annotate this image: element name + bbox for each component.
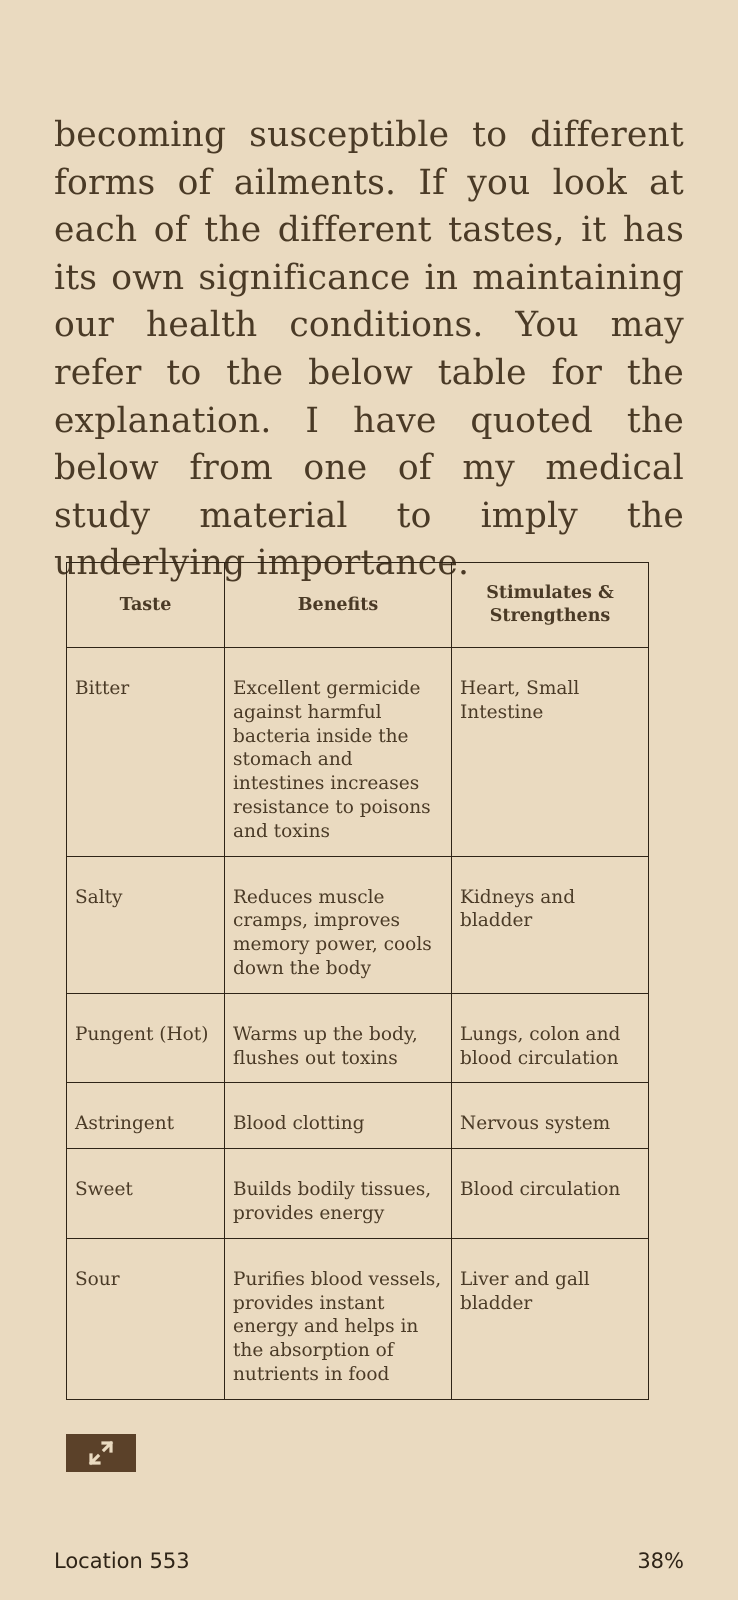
table-row bbox=[67, 1238, 649, 1399]
table-row bbox=[67, 993, 649, 1083]
table-row bbox=[67, 856, 649, 993]
reading-progress[interactable]: 38% bbox=[637, 1549, 684, 1573]
cell-stimulates: Nervous system bbox=[452, 1083, 649, 1149]
table-row bbox=[67, 1083, 649, 1149]
cell-taste: Salty bbox=[67, 856, 225, 993]
cell-stimulates: Liver and gall bladder bbox=[452, 1238, 649, 1399]
expand-table-button[interactable] bbox=[66, 1434, 136, 1472]
taste-table bbox=[66, 562, 649, 1400]
cell-stimulates: Kidneys and bladder bbox=[452, 856, 649, 993]
header-stimulates: Stimulates & Strengthens bbox=[452, 563, 649, 648]
cell-benefits: Blood clotting bbox=[225, 1083, 452, 1149]
cell-taste: Sweet bbox=[67, 1149, 225, 1239]
cell-taste: Pungent (Hot) bbox=[67, 993, 225, 1083]
cell-benefits: Reduces muscle cramps, improves memory power, cools down the body bbox=[225, 856, 452, 993]
cell-stimulates: Lungs, colon and blood circulation bbox=[452, 993, 649, 1083]
table-row bbox=[67, 648, 649, 857]
location-indicator[interactable]: Location 553 bbox=[54, 1549, 190, 1573]
cell-benefits: Builds bodily tissues, provides energy bbox=[225, 1149, 452, 1239]
table-header-row bbox=[67, 563, 649, 648]
cell-stimulates: Heart, Small Intestine bbox=[452, 648, 649, 857]
cell-benefits: Excellent germicide against harmful bacteria inside the stomach and intestines increases resistance to poisons and toxins bbox=[225, 648, 452, 857]
header-taste: Taste bbox=[67, 563, 225, 648]
cell-taste: Astringent bbox=[67, 1083, 225, 1149]
cell-benefits: Purifies blood vessels, provides instant energy and helps in the absorption of nutrients in food bbox=[225, 1238, 452, 1399]
expand-diagonal-icon bbox=[86, 1438, 116, 1468]
cell-taste: Bitter bbox=[67, 648, 225, 857]
table-row bbox=[67, 1149, 649, 1239]
cell-taste: Sour bbox=[67, 1238, 225, 1399]
cell-benefits: Warms up the body, flushes out toxins bbox=[225, 993, 452, 1083]
book-paragraph: becoming susceptible to different forms of ailments. If you look at each of the different tastes, it has its own significance in maintaining our health conditions. You may refer to the below table for the explanation. I have quoted the below from one of my medical study material to imply the underlying importance. bbox=[54, 115, 684, 584]
header-benefits: Benefits bbox=[225, 563, 452, 648]
cell-stimulates: Blood circulation bbox=[452, 1149, 649, 1239]
